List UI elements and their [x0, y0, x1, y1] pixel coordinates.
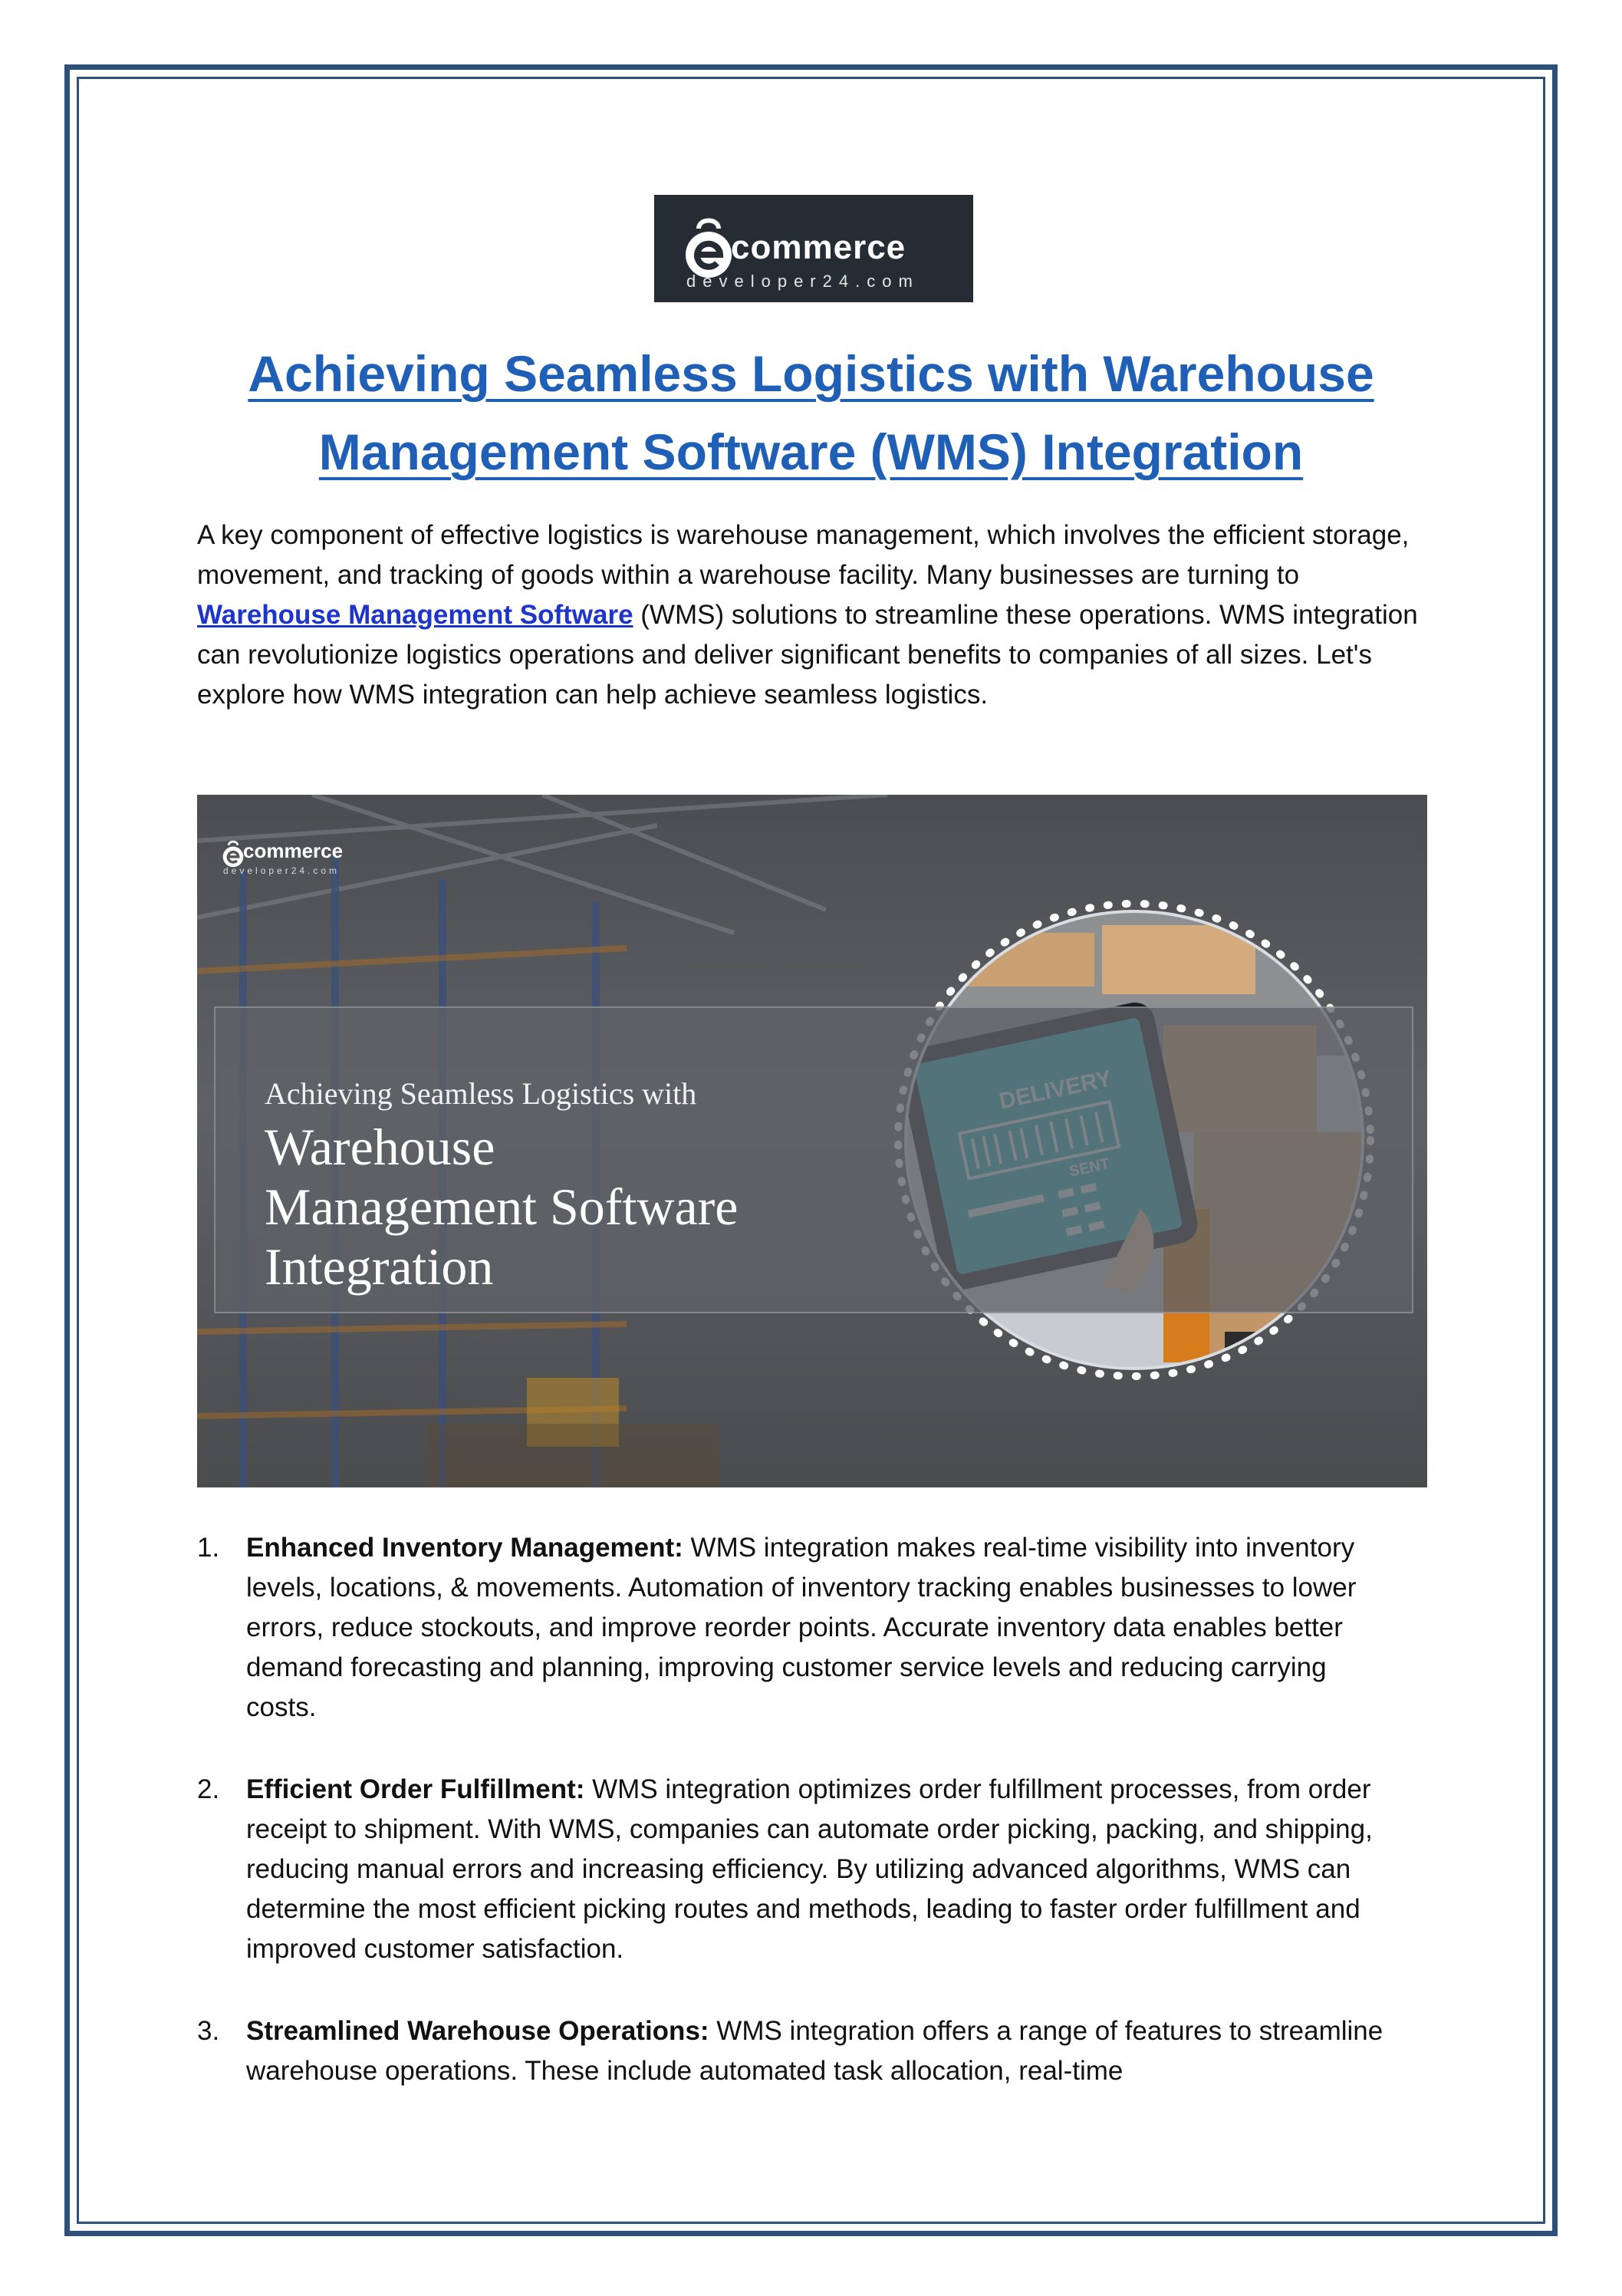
intro-paragraph: [197, 516, 1439, 715]
shopping-bag-e-icon: [220, 838, 246, 868]
hero-heading-line-2: Management Software: [265, 1178, 739, 1236]
list-item-heading: Streamlined Warehouse Operations:: [246, 2016, 709, 2046]
list-item-heading: Efficient Order Fulfillment:: [246, 1774, 585, 1804]
shopping-bag-e-icon: [682, 212, 735, 281]
hero-banner: [197, 795, 1427, 1487]
hero-logo: [214, 833, 367, 882]
list-item-heading: Enhanced Inventory Management:: [246, 1533, 683, 1563]
intro-text-end: (WMS) solutions to streamline these operations. WMS integration can revolutionize logistics operations and deliver significant benefits to companies of all sizes. Let's explore how WMS integration can help achieve seamless logistics.: [197, 600, 1418, 710]
intro-text-start: A key component of effective logistics is warehouse management, which involves the efficient storage, movement, and tracking of goods within a warehouse facility. Many businesses are turning to: [197, 520, 1410, 590]
list-item-body: WMS integration offers a range of features to streamline warehouse operations. These include automated task allocation, real-time: [246, 2016, 1383, 2086]
logo-wordmark: commerce: [731, 229, 906, 266]
brand-logo: [654, 195, 973, 302]
list-item-number: 3.: [197, 2016, 220, 2046]
hero-heading-line-3: Integration: [265, 1237, 494, 1296]
list-item-text: [246, 1770, 1397, 1969]
list-item-number: 2.: [197, 1774, 220, 1804]
list-item-body: WMS integration optimizes order fulfillment processes, from order receipt to shipment. With WMS, companies can automate order picking, packing, and shipping, reducing manual errors and increasing efficiency. By utilizing advanced algorithms, WMS can determine the most efficient picking routes and methods, leading to faster order fulfillment and improved customer satisfaction.: [246, 1774, 1373, 1964]
wms-link[interactable]: Warehouse Management Software: [197, 600, 633, 630]
page-title: Achieving Seamless Logistics with Warehouse Management Software (WMS) Integration: [248, 345, 1374, 480]
list-item-body: WMS integration makes real-time visibility into inventory levels, locations, & movements. Automation of inventory tracking enables businesses to lower errors, reduce stockouts, and improve reorder points. Accurate inventory data enables better demand forecasting and planning, improving customer service levels and reducing carrying costs.: [246, 1533, 1357, 1722]
list-item-text: [246, 1528, 1397, 1728]
hero-heading: [265, 1117, 955, 1296]
hero-subheading: Achieving Seamless Logistics with: [265, 1076, 697, 1111]
list-item-number: 1.: [197, 1533, 220, 1563]
hero-logo-wordmark: commerce: [243, 839, 344, 862]
hero-heading-line-1: Warehouse: [265, 1118, 495, 1176]
list-item-text: [246, 2011, 1397, 2091]
hero-logo-domain: developer24.com: [223, 865, 341, 876]
logo-domain: developer24.com: [686, 272, 920, 291]
